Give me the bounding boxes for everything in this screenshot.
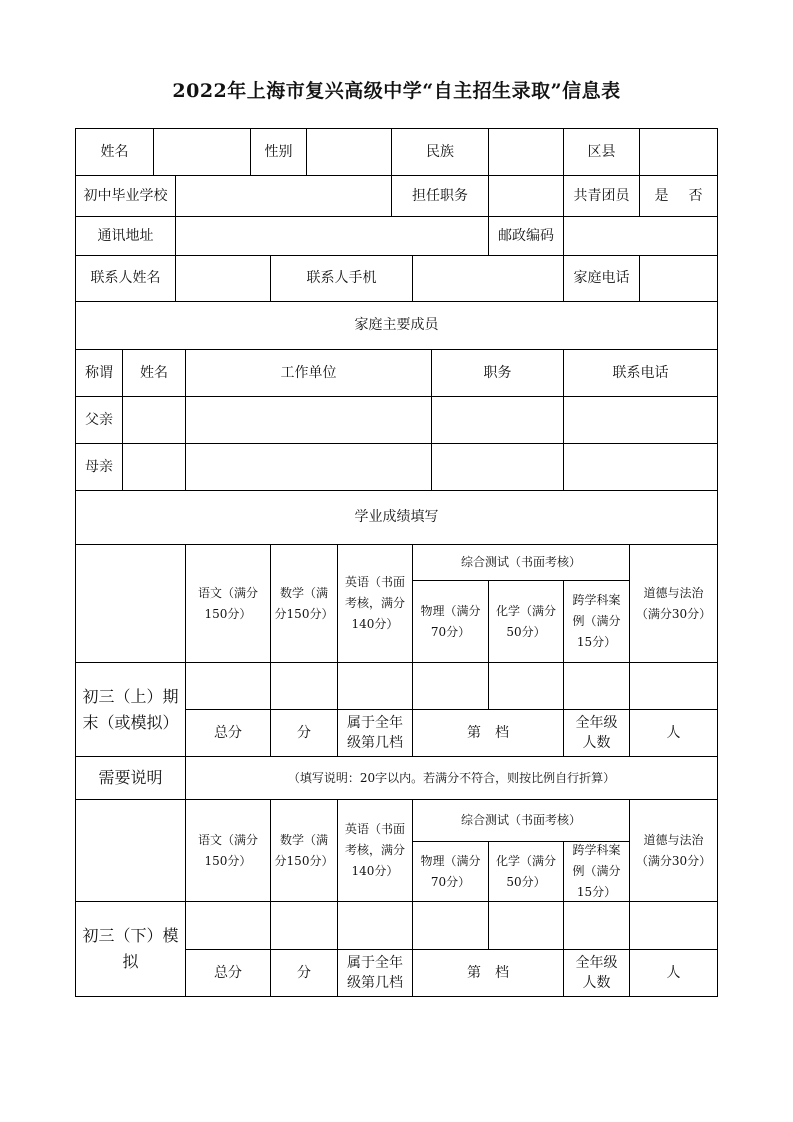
family-header-name: 姓名 [122,349,186,397]
family-header-employer: 工作单位 [185,349,432,397]
term2-total-points[interactable]: 分 [270,949,338,997]
term1-moral-score[interactable] [629,662,718,710]
term1-total-points[interactable]: 分 [270,709,338,757]
term1-english-score[interactable] [337,662,413,710]
name-field[interactable] [153,128,251,176]
english-header-2: 英语（书面 考核，满分 140分） [337,799,413,902]
family-header-phone: 联系电话 [563,349,718,397]
home-phone-label: 家庭电话 [563,255,640,302]
address-label: 通讯地址 [75,216,176,256]
term2-math-score[interactable] [270,901,338,950]
league-yes[interactable]: 是 [654,187,669,204]
district-field[interactable] [639,128,718,176]
term1-grade-count-label: 全年级 人数 [563,709,630,757]
page-title: 2022年上海市复兴高级中学“自主招生录取”信息表 [172,80,621,102]
name-label: 姓名 [75,128,154,176]
league-yes-no[interactable] [639,175,718,217]
term2-rank-label: 属于全年 级第几档 [337,949,413,997]
grades-section-title: 学业成绩填写 [75,490,718,545]
family-header-relation: 称谓 [75,349,123,397]
mother-name-field[interactable] [122,443,186,491]
chinese-header-2: 语文（满分 150分） [185,799,271,902]
term2-chinese-score[interactable] [185,901,271,950]
district-label: 区县 [563,128,640,176]
league-no[interactable]: 否 [688,187,703,204]
term1-grade-count-value[interactable]: 人 [629,709,718,757]
term1-physics-score[interactable] [412,662,489,710]
term2-total-label: 总分 [185,949,271,997]
league-label: 共青团员 [563,175,640,217]
mother-employer-field[interactable] [185,443,432,491]
term2-chemistry-score[interactable] [488,901,564,950]
term1-chemistry-score[interactable] [488,662,564,710]
father-employer-field[interactable] [185,396,432,444]
term1-cross-score[interactable] [563,662,630,710]
school-label: 初中毕业学校 [75,175,176,217]
term2-physics-score[interactable] [412,901,489,950]
family-header-position: 职务 [431,349,564,397]
gender-field[interactable] [306,128,392,176]
combined-header-1: 综合测试（书面考核） [412,544,630,581]
math-header-2: 数学（满 分150分） [270,799,338,902]
term1-total-label: 总分 [185,709,271,757]
english-header-1: 英语（书面 考核，满分 140分） [337,544,413,663]
family-section-title: 家庭主要成员 [75,301,718,350]
postcode-field[interactable] [563,216,718,256]
chemistry-header-2: 化学（满分 50分） [488,841,564,902]
note-label: 需要说明 [75,756,186,800]
term2-label: 初三（下）模 拟 [75,901,186,997]
term2-rank-value[interactable]: 第 档 [412,949,564,997]
contact-name-label: 联系人姓名 [75,255,176,302]
father-position-field[interactable] [431,396,564,444]
physics-header-1: 物理（满分 70分） [412,580,489,663]
term1-math-score[interactable] [270,662,338,710]
physics-header-2: 物理（满分 70分） [412,841,489,902]
mother-phone-field[interactable] [563,443,718,491]
position-label: 担任职务 [391,175,489,217]
combined-header-2: 综合测试（书面考核） [412,799,630,842]
term1-rank-label: 属于全年 级第几档 [337,709,413,757]
moral-header-2: 道德与法治 （满分30分） [629,799,718,902]
moral-header-1: 道德与法治 （满分30分） [629,544,718,663]
ethnicity-label: 民族 [391,128,489,176]
father-phone-field[interactable] [563,396,718,444]
mother-label: 母亲 [75,443,123,491]
cross-header-2: 跨学科案 例（满分 15分） [563,841,630,902]
mother-position-field[interactable] [431,443,564,491]
grades-corner-2 [75,799,186,902]
gender-label: 性别 [250,128,307,176]
chinese-header-1: 语文（满分 150分） [185,544,271,663]
term2-english-score[interactable] [337,901,413,950]
ethnicity-field[interactable] [488,128,564,176]
contact-mobile-field[interactable] [412,255,564,302]
home-phone-field[interactable] [639,255,718,302]
father-label: 父亲 [75,396,123,444]
term2-grade-count-label: 全年级 人数 [563,949,630,997]
position-field[interactable] [488,175,564,217]
postcode-label: 邮政编码 [488,216,564,256]
chemistry-header-1: 化学（满分 50分） [488,580,564,663]
cross-header-1: 跨学科案 例（满分 15分） [563,580,630,663]
term1-label: 初三（上）期 末（或模拟） [75,662,186,757]
note-text[interactable]: （填写说明：20字以内。若满分不符合，则按比例自行折算） [185,756,718,800]
father-name-field[interactable] [122,396,186,444]
math-header-1: 数学（满 分150分） [270,544,338,663]
term2-grade-count-value[interactable]: 人 [629,949,718,997]
address-field[interactable] [175,216,489,256]
contact-name-field[interactable] [175,255,271,302]
term2-cross-score[interactable] [563,901,630,950]
term1-rank-value[interactable]: 第 档 [412,709,564,757]
term1-chinese-score[interactable] [185,662,271,710]
contact-mobile-label: 联系人手机 [270,255,413,302]
term2-moral-score[interactable] [629,901,718,950]
grades-corner-1 [75,544,186,663]
school-field[interactable] [175,175,392,217]
